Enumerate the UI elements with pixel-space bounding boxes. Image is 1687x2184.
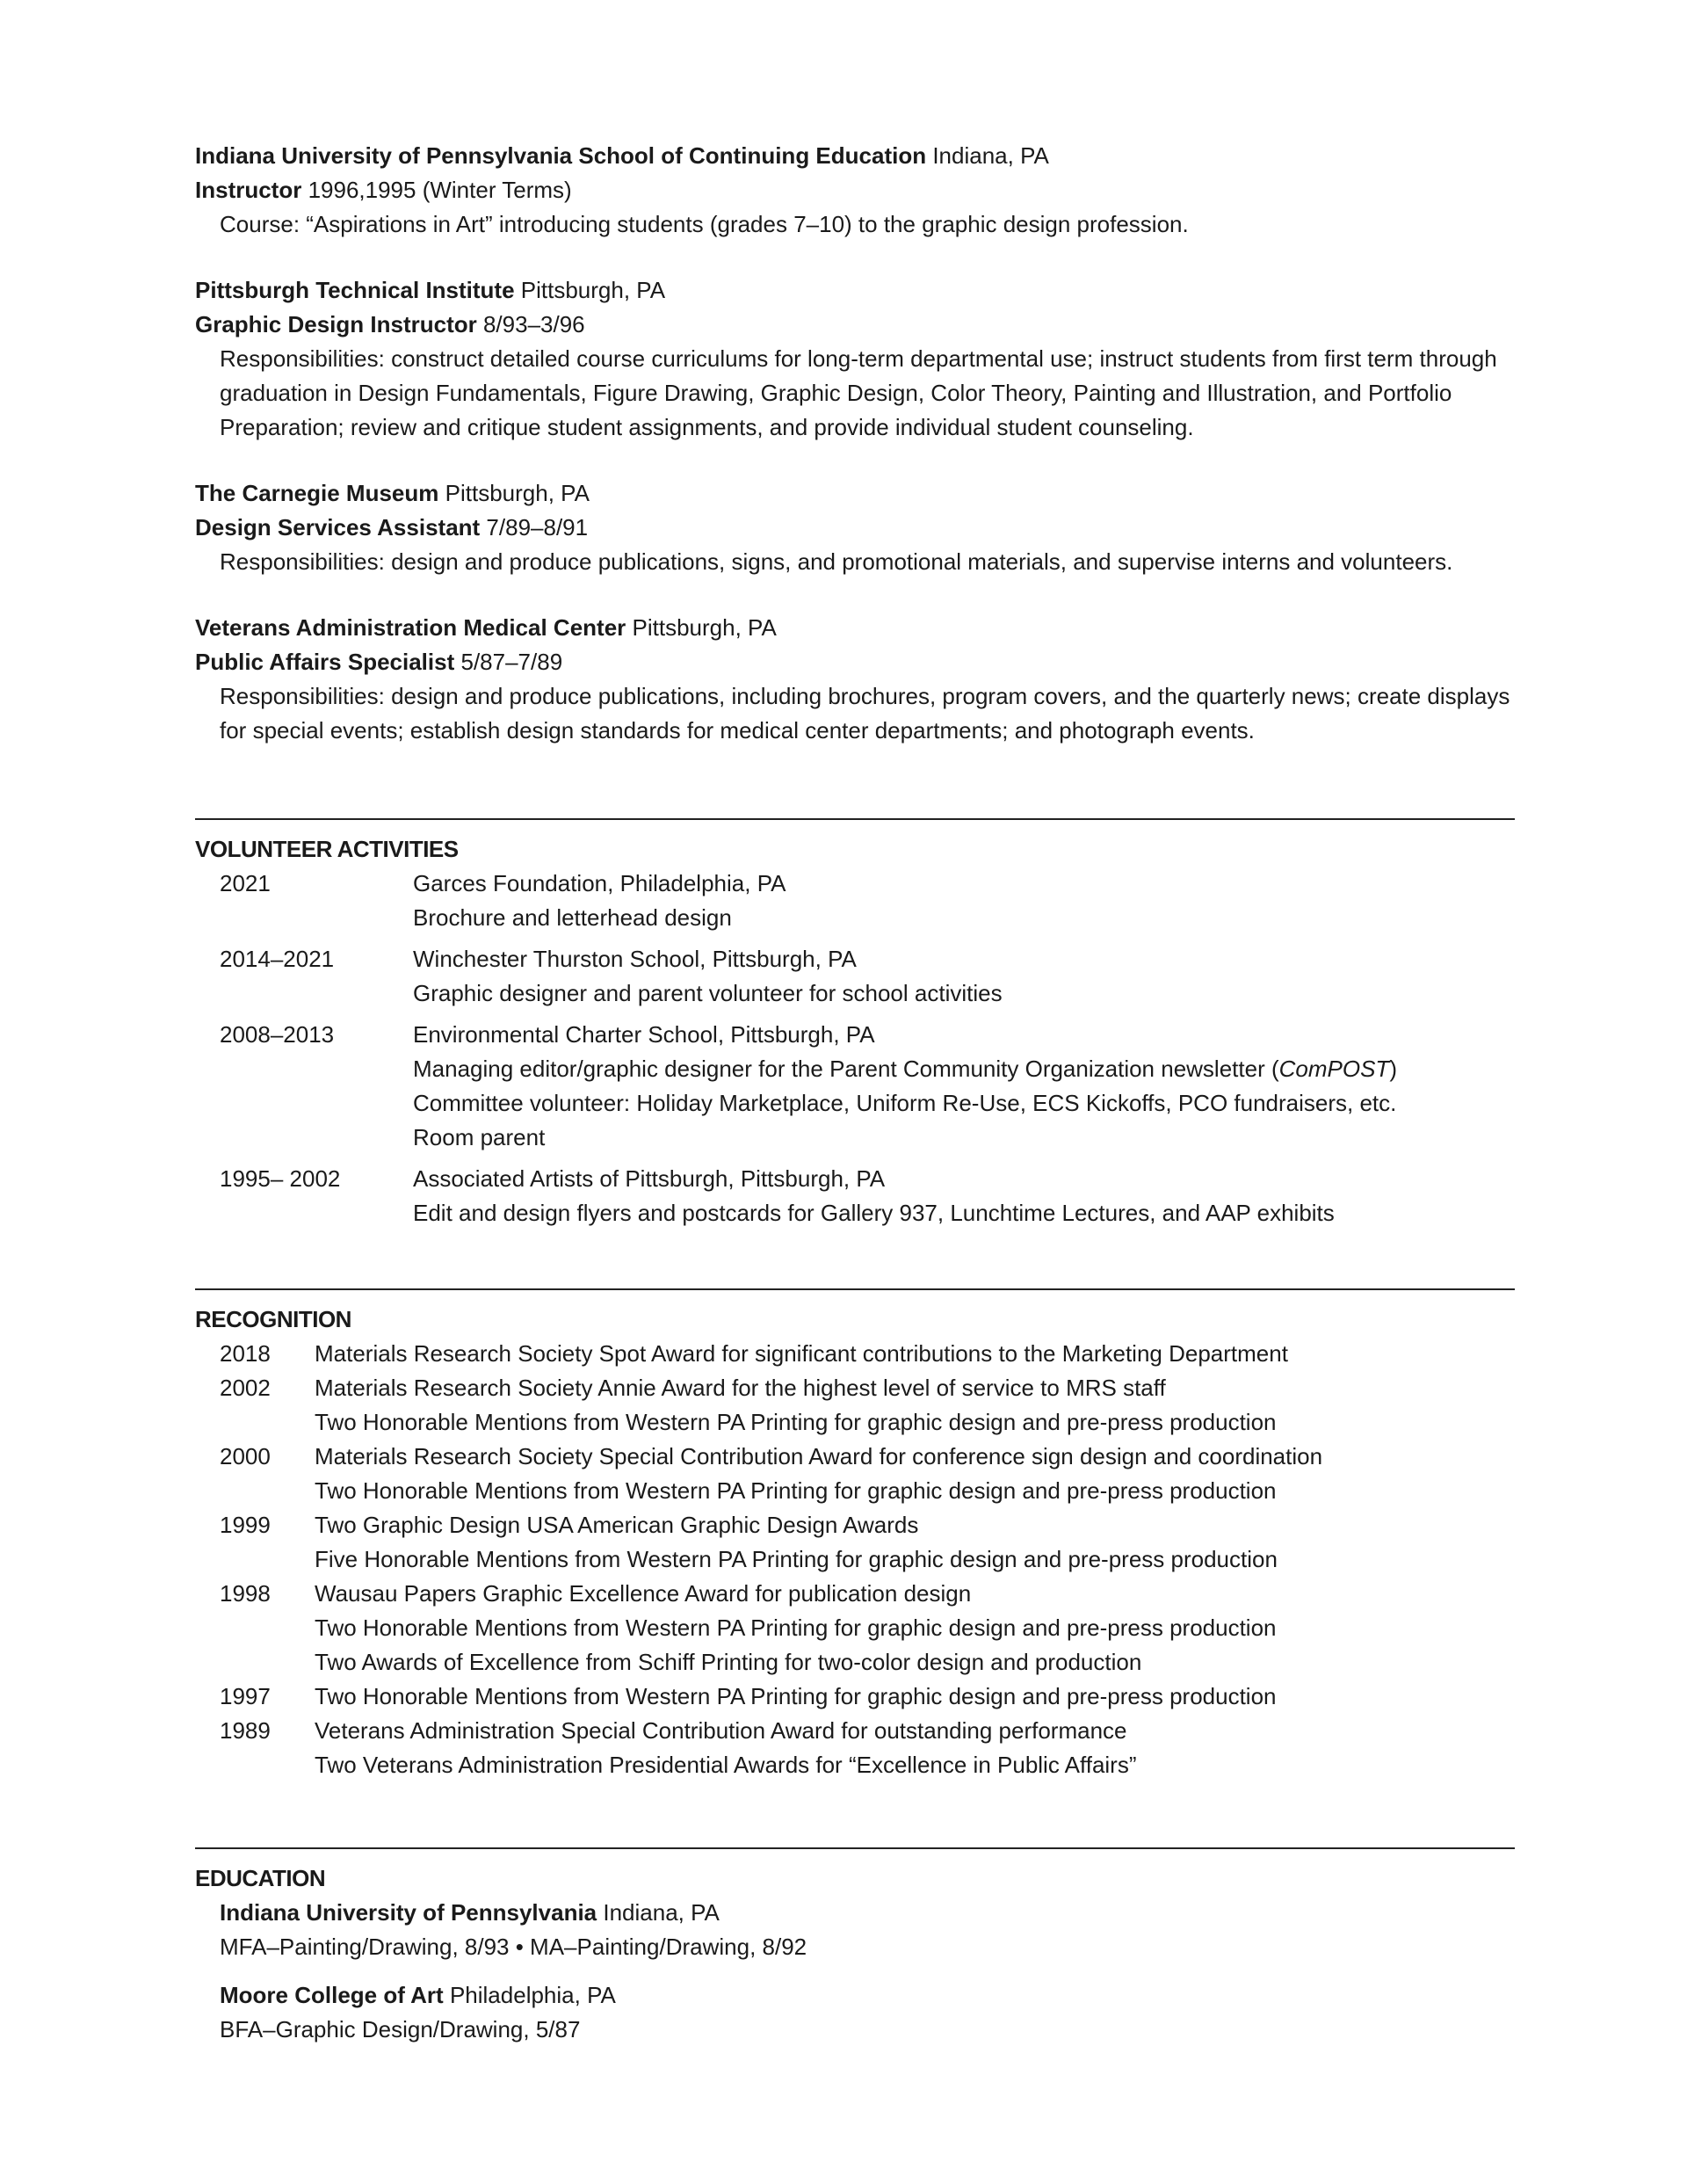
recognition-text: Five Honorable Mentions from Western PA Printing for graphic design and pre-press production bbox=[315, 1546, 1278, 1572]
recognition-year bbox=[195, 1611, 315, 1645]
job-org: The Carnegie Museum bbox=[195, 480, 439, 506]
job-dates: 5/87–7/89 bbox=[460, 649, 563, 675]
volunteer-row bbox=[195, 942, 1515, 1011]
job-title: Graphic Design Instructor bbox=[195, 311, 477, 337]
recognition-text: Veterans Administration Special Contribution Award for outstanding performance bbox=[315, 1717, 1127, 1744]
volunteer-row bbox=[195, 867, 1515, 935]
job-dates: 8/93–3/96 bbox=[482, 311, 585, 337]
recognition-row bbox=[195, 1542, 1515, 1577]
volunteer-line: Edit and design flyers and postcards for Gallery 937, Lunchtime Lectures, and AAP exhibits bbox=[413, 1200, 1335, 1226]
recognition-year bbox=[195, 1748, 315, 1782]
volunteer-line: Brochure and letterhead design bbox=[413, 904, 732, 931]
recognition-year: 1999 bbox=[220, 1512, 271, 1538]
section-divider bbox=[195, 1847, 1515, 1849]
recognition-text: Two Honorable Mentions from Western PA Printing for graphic design and pre-press production bbox=[315, 1614, 1277, 1641]
recognition-text: Two Graphic Design USA American Graphic Design Awards bbox=[315, 1512, 919, 1538]
recognition-section bbox=[195, 1302, 1515, 1782]
recognition-row bbox=[195, 1440, 1515, 1474]
degree: MFA–Painting/Drawing, 8/93 • MA–Painting/Drawing, 8/92 bbox=[220, 1934, 807, 1960]
volunteer-line: Room parent bbox=[413, 1124, 546, 1150]
recognition-row bbox=[195, 1474, 1515, 1508]
recognition-row bbox=[195, 1714, 1515, 1748]
section-title: RECOGNITION bbox=[195, 1306, 351, 1332]
volunteer-line: Graphic designer and parent volunteer for school activities bbox=[413, 980, 1003, 1006]
job-dates: 1996,1995 (Winter Terms) bbox=[308, 177, 572, 203]
recognition-year: 2018 bbox=[220, 1340, 271, 1367]
education-item bbox=[195, 1978, 1515, 2047]
education-section bbox=[195, 1861, 1515, 2047]
volunteer-row bbox=[195, 1162, 1515, 1230]
volunteer-line: Committee volunteer: Holiday Marketplace, Uniform Re-Use, ECS Kickoffs, PCO fundraisers, etc. bbox=[413, 1090, 1397, 1116]
volunteer-line bbox=[413, 1052, 1515, 1086]
recognition-year bbox=[195, 1474, 315, 1508]
recognition-text: Two Honorable Mentions from Western PA Printing for graphic design and pre-press production bbox=[315, 1409, 1277, 1435]
school-name: Indiana University of Pennsylvania bbox=[220, 1899, 597, 1926]
volunteer-line: Associated Artists of Pittsburgh, Pittsburgh, PA bbox=[413, 1165, 886, 1192]
job-org: Indiana University of Pennsylvania School of Continuing Education bbox=[195, 142, 927, 169]
job-title: Instructor bbox=[195, 177, 302, 203]
resume-page bbox=[195, 139, 1515, 2061]
recognition-year: 1989 bbox=[220, 1717, 271, 1744]
recognition-row bbox=[195, 1405, 1515, 1440]
recognition-row bbox=[195, 1680, 1515, 1714]
recognition-row bbox=[195, 1577, 1515, 1611]
volunteer-line: Environmental Charter School, Pittsburgh, PA bbox=[413, 1021, 875, 1048]
recognition-list bbox=[195, 1337, 1515, 1782]
recognition-text: Two Awards of Excellence from Schiff Printing for two-color design and production bbox=[315, 1649, 1142, 1675]
volunteer-year: 2008–2013 bbox=[220, 1021, 335, 1048]
volunteer-row bbox=[195, 1018, 1515, 1155]
recognition-year bbox=[195, 1405, 315, 1440]
newsletter-title: ComPOST bbox=[1278, 1056, 1390, 1082]
job-location: Pittsburgh, PA bbox=[632, 614, 777, 641]
volunteer-line: Winchester Thurston School, Pittsburgh, PA bbox=[413, 946, 857, 972]
job-dates: 7/89–8/91 bbox=[486, 514, 589, 541]
job-description-line: Responsibilities: design and produce publications, including brochures, program covers, and the quarterly news; create displays bbox=[220, 683, 1510, 709]
section-divider bbox=[195, 818, 1515, 820]
volunteer-year: 1995– 2002 bbox=[220, 1165, 341, 1192]
job-location: Pittsburgh, PA bbox=[520, 277, 666, 303]
volunteer-section bbox=[195, 832, 1515, 1230]
job-description-line: Preparation; review and critique student assignments, and provide individual student counseling. bbox=[220, 414, 1194, 440]
school-location: Indiana, PA bbox=[603, 1899, 720, 1926]
section-title: EDUCATION bbox=[195, 1865, 326, 1891]
recognition-text: Materials Research Society Special Contribution Award for conference sign design and coordination bbox=[315, 1443, 1323, 1469]
closing-paren: ) bbox=[1389, 1056, 1397, 1082]
volunteer-year: 2014–2021 bbox=[220, 946, 335, 972]
recognition-year: 1998 bbox=[220, 1580, 271, 1607]
job-pti bbox=[195, 273, 1515, 445]
recognition-row bbox=[195, 1611, 1515, 1645]
volunteer-line-text: Managing editor/graphic designer for the Parent Community Organization newsletter ( bbox=[413, 1056, 1279, 1082]
volunteer-line: Garces Foundation, Philadelphia, PA bbox=[413, 870, 786, 896]
job-description-line: graduation in Design Fundamentals, Figure Drawing, Graphic Design, Color Theory, Painting and Illustration, and Portfolio bbox=[220, 380, 1452, 406]
job-description-line: for special events; establish design standards for medical center departments; and photograph events. bbox=[220, 717, 1255, 744]
recognition-year bbox=[195, 1645, 315, 1680]
recognition-year: 2002 bbox=[220, 1375, 271, 1401]
job-org: Veterans Administration Medical Center bbox=[195, 614, 626, 641]
job-org: Pittsburgh Technical Institute bbox=[195, 277, 515, 303]
job-description: Responsibilities: design and produce publications, signs, and promotional materials, and supervise interns and volunteers. bbox=[220, 548, 1453, 575]
recognition-text: Two Honorable Mentions from Western PA Printing for graphic design and pre-press production bbox=[315, 1477, 1277, 1504]
job-carnegie bbox=[195, 476, 1515, 579]
recognition-year: 1997 bbox=[220, 1683, 271, 1709]
job-location: Pittsburgh, PA bbox=[445, 480, 590, 506]
school-location: Philadelphia, PA bbox=[449, 1982, 616, 2008]
recognition-year: 2000 bbox=[220, 1443, 271, 1469]
section-title: VOLUNTEER ACTIVITIES bbox=[195, 836, 459, 862]
degree: BFA–Graphic Design/Drawing, 5/87 bbox=[220, 2016, 581, 2043]
job-description: Course: “Aspirations in Art” introducing students (grades 7–10) to the graphic design profession. bbox=[220, 211, 1189, 237]
recognition-row bbox=[195, 1508, 1515, 1542]
recognition-row bbox=[195, 1337, 1515, 1371]
school-name: Moore College of Art bbox=[220, 1982, 444, 2008]
job-title: Public Affairs Specialist bbox=[195, 649, 455, 675]
recognition-text: Materials Research Society Spot Award for significant contributions to the Marketing Department bbox=[315, 1340, 1288, 1367]
recognition-year bbox=[195, 1542, 315, 1577]
volunteer-year: 2021 bbox=[220, 870, 271, 896]
recognition-row bbox=[195, 1748, 1515, 1782]
recognition-text: Materials Research Society Annie Award for the highest level of service to MRS staff bbox=[315, 1375, 1166, 1401]
education-item bbox=[195, 1896, 1515, 1964]
recognition-row bbox=[195, 1645, 1515, 1680]
recognition-text: Two Honorable Mentions from Western PA Printing for graphic design and pre-press production bbox=[315, 1683, 1277, 1709]
job-location: Indiana, PA bbox=[932, 142, 1049, 169]
job-iup bbox=[195, 139, 1515, 242]
recognition-text: Two Veterans Administration Presidential Awards for “Excellence in Public Affairs” bbox=[315, 1752, 1137, 1778]
recognition-row bbox=[195, 1371, 1515, 1405]
job-va bbox=[195, 611, 1515, 748]
job-description-line: Responsibilities: construct detailed course curriculums for long-term departmental use; instruct students from first term through bbox=[220, 345, 1497, 372]
job-title: Design Services Assistant bbox=[195, 514, 481, 541]
section-divider bbox=[195, 1288, 1515, 1290]
recognition-text: Wausau Papers Graphic Excellence Award for publication design bbox=[315, 1580, 972, 1607]
